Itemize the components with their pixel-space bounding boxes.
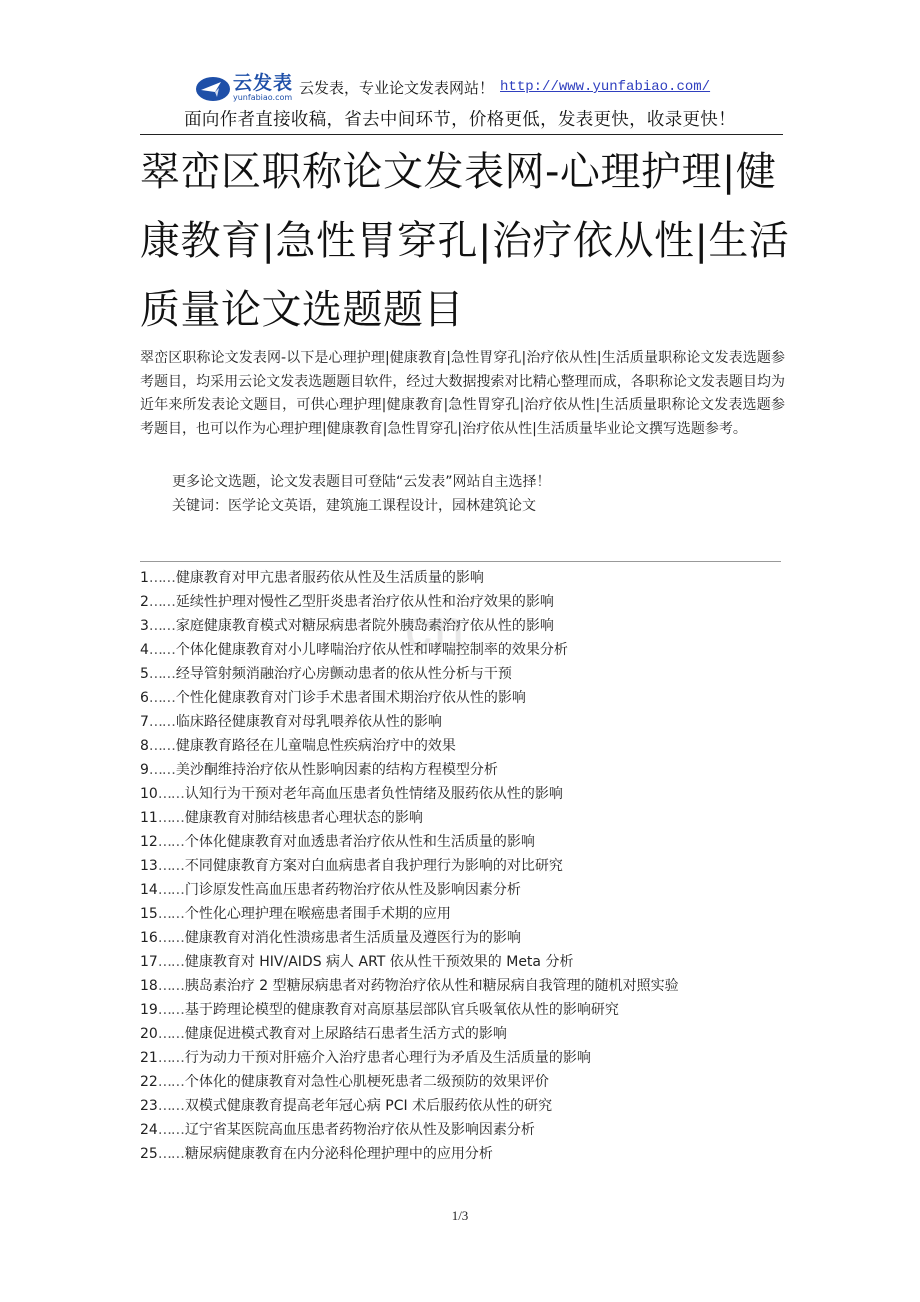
more-topics-note: 更多论文选题，论文发表题目可登陆“云发表”网站自主选择！ bbox=[172, 474, 551, 490]
list-item bbox=[140, 1118, 790, 1142]
item-title: 辽宁省某医院高血压患者药物治疗依从性及影响因素分析 bbox=[184, 1122, 535, 1138]
item-separator: …… bbox=[157, 810, 184, 826]
item-title: 双模式健康教育提高老年冠心病 PCI 术后服药依从性的研究 bbox=[184, 1098, 553, 1114]
item-title: 美沙酮维持治疗依从性影响因素的结构方程模型分析 bbox=[175, 762, 498, 778]
item-separator: …… bbox=[157, 858, 184, 874]
list-item bbox=[140, 1070, 790, 1094]
item-title: 经导管射频消融治疗心房颤动患者的依从性分析与干预 bbox=[175, 666, 512, 682]
item-separator: …… bbox=[157, 978, 184, 994]
item-number: 16 bbox=[140, 930, 158, 946]
item-title: 个性化健康教育对门诊手术患者围术期治疗依从性的影响 bbox=[175, 690, 526, 706]
item-number: 9 bbox=[140, 762, 149, 778]
item-number: 17 bbox=[140, 954, 158, 970]
list-item bbox=[140, 1142, 790, 1166]
cloud-icon bbox=[195, 72, 231, 102]
list-item bbox=[140, 878, 790, 902]
site-tagline: 云发表，专业论文发表网站！ bbox=[299, 78, 495, 97]
item-separator: …… bbox=[157, 1074, 184, 1090]
item-title: 延续性护理对慢性乙型肝炎患者治疗依从性和治疗效果的影响 bbox=[175, 594, 554, 610]
list-item bbox=[140, 1046, 790, 1070]
item-number: 1 bbox=[140, 570, 149, 586]
site-url-link[interactable]: http://www.yunfabiao.com/ bbox=[500, 79, 711, 95]
list-item bbox=[140, 902, 790, 926]
item-number: 4 bbox=[140, 642, 149, 658]
logo-text: 云发表 bbox=[233, 71, 294, 94]
item-separator: …… bbox=[148, 762, 175, 778]
item-title: 健康教育对肺结核患者心理状态的影响 bbox=[184, 810, 423, 826]
item-number: 23 bbox=[140, 1098, 158, 1114]
item-separator: …… bbox=[148, 642, 175, 658]
list-item bbox=[140, 566, 790, 590]
item-title: 健康教育对甲亢患者服药依从性及生活质量的影响 bbox=[175, 570, 484, 586]
item-title: 糖尿病健康教育在内分泌科伦理护理中的应用分析 bbox=[184, 1146, 493, 1162]
list-item bbox=[140, 830, 790, 854]
item-separator: …… bbox=[148, 738, 175, 754]
item-number: 5 bbox=[140, 666, 149, 682]
list-item bbox=[140, 926, 790, 950]
list-item bbox=[140, 614, 790, 638]
item-separator: …… bbox=[148, 690, 175, 706]
item-separator: …… bbox=[148, 594, 175, 610]
list-item bbox=[140, 854, 790, 878]
item-separator: …… bbox=[157, 834, 184, 850]
item-separator: …… bbox=[157, 906, 184, 922]
header-subtitle: 面向作者直接收稿，省去中间环节，价格更低，发表更快，收录更快！ bbox=[184, 110, 736, 130]
item-title: 健康促进模式教育对上尿路结石患者生活方式的影响 bbox=[184, 1026, 507, 1042]
item-separator: …… bbox=[157, 1098, 184, 1114]
list-item bbox=[140, 734, 790, 758]
item-title: 胰岛素治疗 2 型糖尿病患者对药物治疗依从性和糖尿病自我管理的随机对照实验 bbox=[184, 978, 679, 994]
item-number: 2 bbox=[140, 594, 149, 610]
item-title: 健康教育路径在儿童喘息性疾病治疗中的效果 bbox=[175, 738, 456, 754]
item-separator: …… bbox=[148, 618, 175, 634]
item-title: 门诊原发性高血压患者药物治疗依从性及影响因素分析 bbox=[184, 882, 521, 898]
item-number: 18 bbox=[140, 978, 158, 994]
item-separator: …… bbox=[148, 570, 175, 586]
site-header bbox=[195, 68, 710, 106]
item-number: 6 bbox=[140, 690, 149, 706]
list-item bbox=[140, 974, 790, 998]
item-number: 12 bbox=[140, 834, 158, 850]
page-number: 1/3 bbox=[451, 1208, 469, 1223]
header-divider bbox=[140, 134, 783, 135]
item-number: 11 bbox=[140, 810, 158, 826]
item-number: 25 bbox=[140, 1146, 158, 1162]
item-separator: …… bbox=[157, 1122, 184, 1138]
item-separator: …… bbox=[157, 954, 184, 970]
list-item bbox=[140, 662, 790, 686]
item-number: 19 bbox=[140, 1002, 158, 1018]
item-number: 14 bbox=[140, 882, 158, 898]
list-item bbox=[140, 1022, 790, 1046]
item-number: 7 bbox=[140, 714, 149, 730]
list-item bbox=[140, 782, 790, 806]
item-title: 个体化的健康教育对急性心肌梗死患者二级预防的效果评价 bbox=[184, 1074, 549, 1090]
list-item bbox=[140, 710, 790, 734]
list-item bbox=[140, 638, 790, 662]
list-divider bbox=[140, 561, 781, 562]
list-item bbox=[140, 758, 790, 782]
item-number: 8 bbox=[140, 738, 149, 754]
item-number: 13 bbox=[140, 858, 158, 874]
list-item bbox=[140, 950, 790, 974]
logo-subtext: yunfabiao.com bbox=[233, 92, 293, 102]
watermark: cn bbox=[405, 599, 467, 659]
topic-list bbox=[140, 566, 790, 1166]
item-title: 认知行为干预对老年高血压患者负性情绪及服药依从性的影响 bbox=[184, 786, 563, 802]
item-separator: …… bbox=[157, 1002, 184, 1018]
item-number: 20 bbox=[140, 1026, 158, 1042]
item-title: 个体化健康教育对小儿哮喘治疗依从性和哮喘控制率的效果分析 bbox=[175, 642, 568, 658]
list-item bbox=[140, 590, 790, 614]
item-number: 22 bbox=[140, 1074, 158, 1090]
list-item bbox=[140, 806, 790, 830]
item-title: 健康教育对 HIV/AIDS 病人 ART 依从性干预效果的 Meta 分析 bbox=[184, 954, 574, 970]
item-number: 21 bbox=[140, 1050, 158, 1066]
item-separator: …… bbox=[157, 786, 184, 802]
item-separator: …… bbox=[157, 882, 184, 898]
list-item bbox=[140, 998, 790, 1022]
item-title: 个体化健康教育对血透患者治疗依从性和生活质量的影响 bbox=[184, 834, 535, 850]
page-title: 翠峦区职称论文发表网-心理护理|健康教育|急性胃穿孔|治疗依从性|生活质量论文选题题目 bbox=[140, 149, 790, 333]
item-number: 10 bbox=[140, 786, 158, 802]
item-title: 行为动力干预对肝癌介入治疗患者心理行为矛盾及生活质量的影响 bbox=[184, 1050, 591, 1066]
item-number: 3 bbox=[140, 618, 149, 634]
item-separator: …… bbox=[148, 714, 175, 730]
item-separator: …… bbox=[157, 930, 184, 946]
item-number: 24 bbox=[140, 1122, 158, 1138]
site-logo[interactable] bbox=[195, 72, 293, 102]
item-title: 健康教育对消化性溃疡患者生活质量及遵医行为的影响 bbox=[184, 930, 521, 946]
item-title: 基于跨理论模型的健康教育对高原基层部队官兵吸氧依从性的影响研究 bbox=[184, 1002, 619, 1018]
item-title: 临床路径健康教育对母乳喂养依从性的影响 bbox=[175, 714, 442, 730]
item-separator: …… bbox=[157, 1146, 184, 1162]
item-title: 个性化心理护理在喉癌患者围手术期的应用 bbox=[184, 906, 451, 922]
item-number: 15 bbox=[140, 906, 158, 922]
item-separator: …… bbox=[157, 1026, 184, 1042]
list-item bbox=[140, 1094, 790, 1118]
item-title: 家庭健康教育模式对糖尿病患者院外胰岛素治疗依从性的影响 bbox=[175, 618, 554, 634]
keywords-line: 关键词：医学论文英语，建筑施工课程设计，园林建筑论文 bbox=[172, 498, 536, 514]
list-item bbox=[140, 686, 790, 710]
intro-paragraph: 翠峦区职称论文发表网-以下是心理护理|健康教育|急性胃穿孔|治疗依从性|生活质量职称论文发表选题参考题目，均采用云论文发表选题题目软件，经过大数据搜索对比精心整理而成，各职称论文发表题目均为近年来所发表论文题目，可供心理护理|健康教育|急性胃穿孔|治疗依从性|生活质量职称论文发表选题参考题目，也可以作为心理护理|健康教育|急性胃穿孔|治疗依从性|生活质量毕业论文撰写选题参考。 bbox=[140, 350, 785, 437]
item-separator: …… bbox=[148, 666, 175, 682]
item-separator: …… bbox=[157, 1050, 184, 1066]
item-title: 不同健康教育方案对白血病患者自我护理行为影响的对比研究 bbox=[184, 858, 563, 874]
